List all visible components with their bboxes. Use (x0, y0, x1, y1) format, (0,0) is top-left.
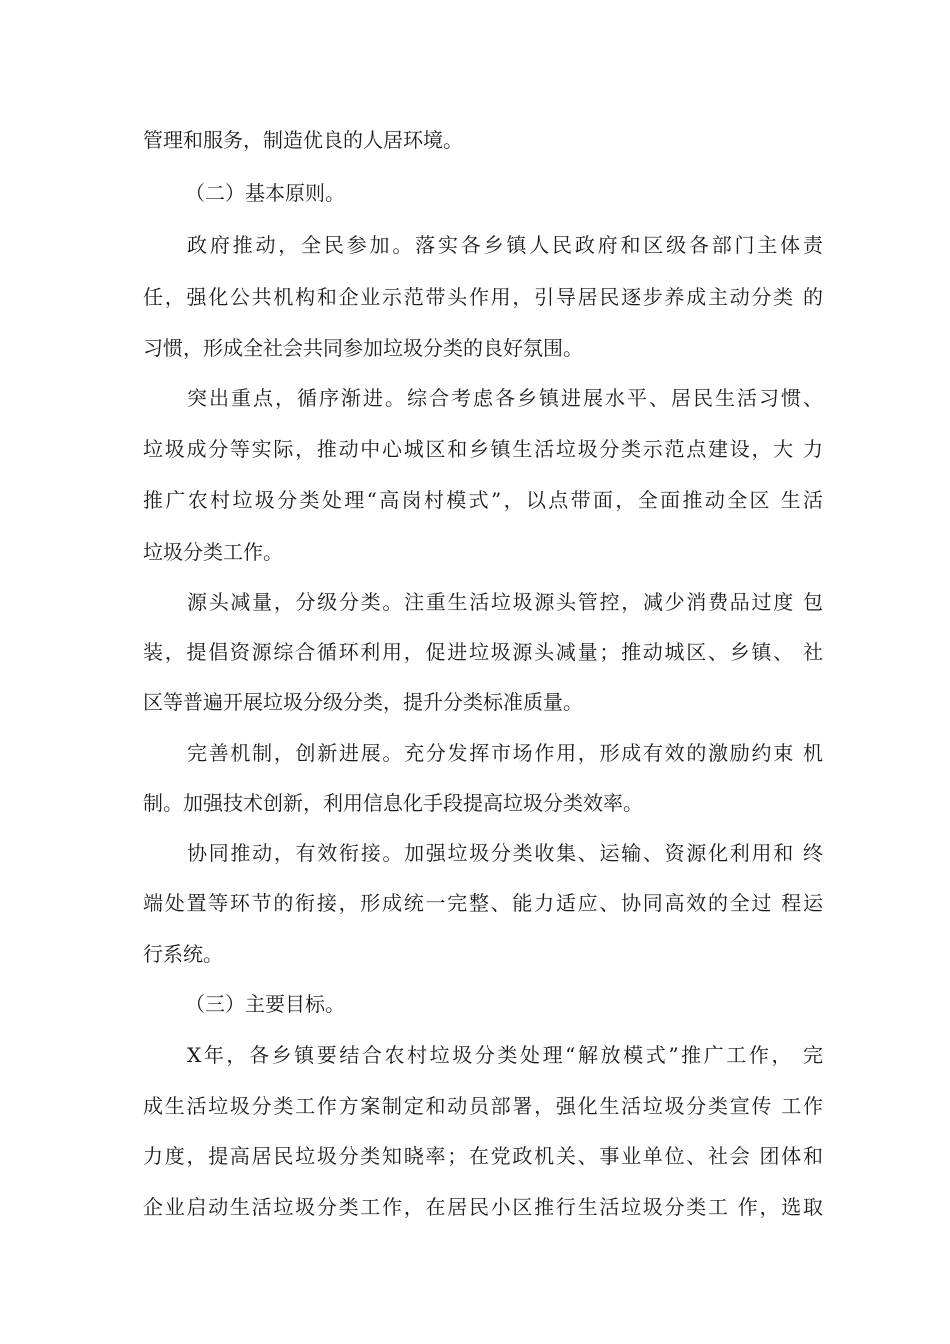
text-line: 企业启动生活垃圾分类工作，在居民小区推行生活垃圾分类工 作，选取 (143, 1195, 823, 1219)
text-line: 装，提倡资源综合循环利用，促进垃圾源头减量；推动城区、乡镇、 社 (143, 640, 823, 664)
text-line: 推广农村垃圾分类处理“高岗村模式”，以点带面，全面推动全区 生活 (143, 488, 823, 512)
text-line: 突出重点，循序渐进。综合考虑各乡镇进展水平、居民生活习惯、 (187, 386, 823, 410)
text-line: 完善机制，创新进展。充分发挥市场作用，形成有效的激励约束 机 (187, 741, 823, 765)
text-line: 垃圾分类工作。 (143, 540, 283, 564)
text-line: X年，各乡镇要结合农村垃圾分类处理“解放模式”推广工作， 完 (187, 1043, 823, 1067)
text-line: 制。加强技术创新，利用信息化手段提高垃圾分类效率。 (143, 791, 643, 815)
text-line: 成生活垃圾分类工作方案制定和动员部署，强化生活垃圾分类宣传 工作 (143, 1094, 823, 1118)
text-line: 任，强化公共机构和企业示范带头作用，引导居民逐步养成主动分类 的 (143, 285, 823, 309)
text-line: 源头减量，分级分类。注重生活垃圾源头管控，减少消费品过度 包 (187, 590, 823, 614)
text-line: 政府推动，全民参加。落实各乡镇人民政府和区级各部门主体责 (187, 233, 823, 257)
section-heading: （三）主要目标。 (185, 992, 345, 1016)
text-line: 区等普遍开展垃圾分级分类，提升分类标准质量。 (143, 690, 583, 714)
text-line: 管理和服务，制造优良的人居环境。 (143, 128, 463, 152)
text-line: 端处置等环节的衔接，形成统一完整、能力适应、协同高效的全过 程运 (143, 891, 823, 915)
text-line: 行系统。 (143, 942, 223, 966)
text-line: 协同推动，有效衔接。加强垃圾分类收集、运输、资源化利用和 终 (187, 841, 823, 865)
text-line: 垃圾成分等实际，推动中心城区和乡镇生活垃圾分类示范点建设，大 力 (143, 437, 823, 461)
text-line: 力度，提高居民垃圾分类知晓率；在党政机关、事业单位、社会 团体和 (143, 1144, 823, 1168)
text-line: 习惯，形成全社会共同参加垃圾分类的良好氛围。 (143, 336, 583, 360)
section-heading: （二）基本原则。 (185, 181, 345, 205)
